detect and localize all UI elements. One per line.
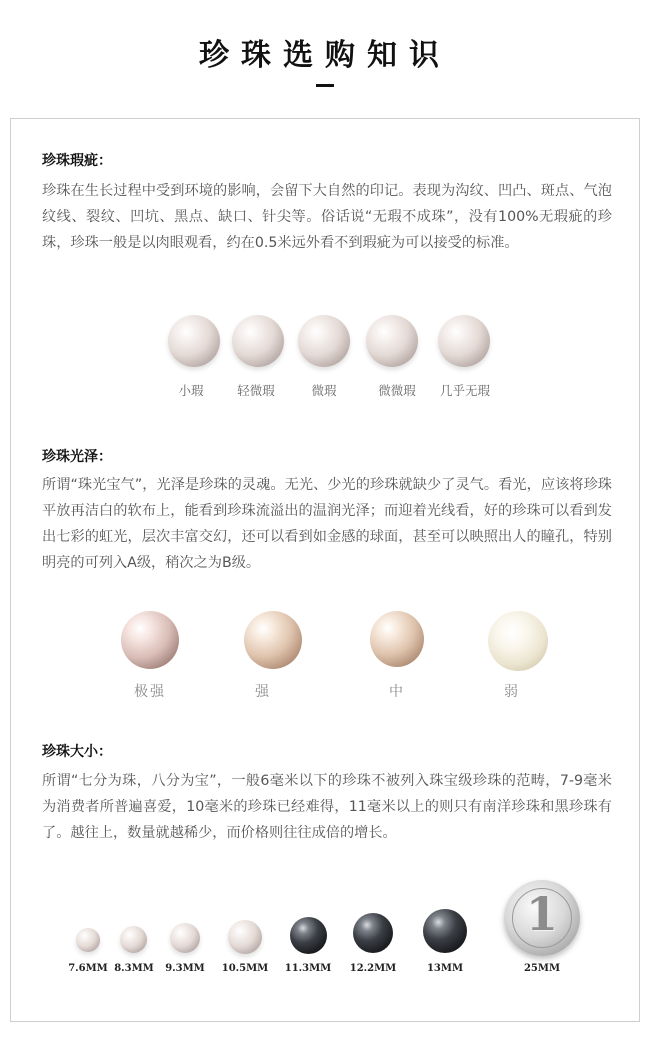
pearl-grade-1	[168, 315, 220, 367]
pearl-size-9-3	[170, 923, 200, 953]
grade-label: 几乎无瑕	[439, 383, 490, 398]
grade-label: 轻微瑕	[237, 383, 275, 398]
lustre-text: 所谓“珠光宝气”，光泽是珍珠的灵魂。无光、少光的珍珠就缺少了灵气。看光，应该将珍珠平放再洁白的软布上，能看到珍珠流溢出的温润光泽；而迎着光线看，好的珍珠可以看到发出七彩的虹光，层次丰富交幻，还可以看到如金感的球面，甚至可以映照出人的瞳孔，特别明亮的可列入A级，稍次之为B级。	[42, 477, 612, 571]
pearl-lustre-1	[121, 611, 179, 669]
pearl-size-8-3	[120, 926, 147, 953]
lustre-label: 中	[389, 684, 405, 700]
pearl-size-13	[423, 909, 467, 953]
pearl-size-10-5	[228, 920, 262, 954]
lustre-label: 极强	[134, 684, 166, 700]
lustre-heading: 珍珠光泽：	[42, 449, 112, 465]
grade-label: 小瑕	[178, 383, 204, 398]
pearl-size-11-3	[290, 917, 327, 954]
page-title: 珍珠选购知识	[199, 38, 451, 73]
size-label: 10.5MM	[221, 963, 269, 974]
pearl-grade-2	[232, 315, 284, 367]
pearl-lustre-2	[244, 611, 302, 669]
size-heading: 珍珠大小：	[42, 744, 112, 760]
title-underline	[316, 84, 334, 87]
grade-label: 微微瑕	[378, 383, 416, 398]
size-label: 7.6MM	[68, 963, 108, 974]
pearl-lustre-3	[370, 611, 424, 667]
coin-icon	[504, 880, 580, 956]
pearl-size-12-2	[353, 913, 393, 953]
pearl-lustre-4	[488, 611, 548, 671]
pearl-grade-3	[298, 315, 350, 367]
grade-label: 微瑕	[311, 383, 337, 398]
size-label: 25MM	[523, 963, 561, 974]
pearl-size-7-6	[76, 928, 100, 952]
lustre-label: 强	[255, 684, 271, 700]
size-label: 9.3MM	[165, 963, 205, 974]
size-text: 所谓“七分为珠，八分为宝”，一般6毫米以下的珍珠不被列入珠宝级珍珠的范畴，7-9毫米为消费者所普遍喜爱，10毫米的珍珠已经难得，11毫米以上的则只有南洋珍珠和黑珍珠有了。越往上，数量就越稀少，而价格则往往成倍的增长。	[42, 773, 612, 841]
blemish-heading: 珍珠瑕疵：	[42, 153, 112, 169]
size-label: 11.3MM	[284, 963, 332, 974]
pearl-grade-5	[438, 315, 490, 367]
lustre-label: 弱	[504, 684, 520, 700]
blemish-text: 珍珠在生长过程中受到环境的影响，会留下大自然的印记。表现为沟纹、凹凸、斑点、气泡纹线、裂纹、凹坑、黑点、缺口、针尖等。俗话说“无瑕不成珠”，没有100%无瑕疵的珍珠，珍珠一般是以肉眼观看，约在0.5米远外看不到瑕疵为可以接受的标准。	[42, 183, 612, 251]
size-label: 13MM	[426, 963, 464, 974]
size-label: 12.2MM	[349, 963, 397, 974]
coin-digit: 1	[525, 887, 558, 941]
size-label: 8.3MM	[114, 963, 154, 974]
pearl-grade-4	[366, 315, 418, 367]
